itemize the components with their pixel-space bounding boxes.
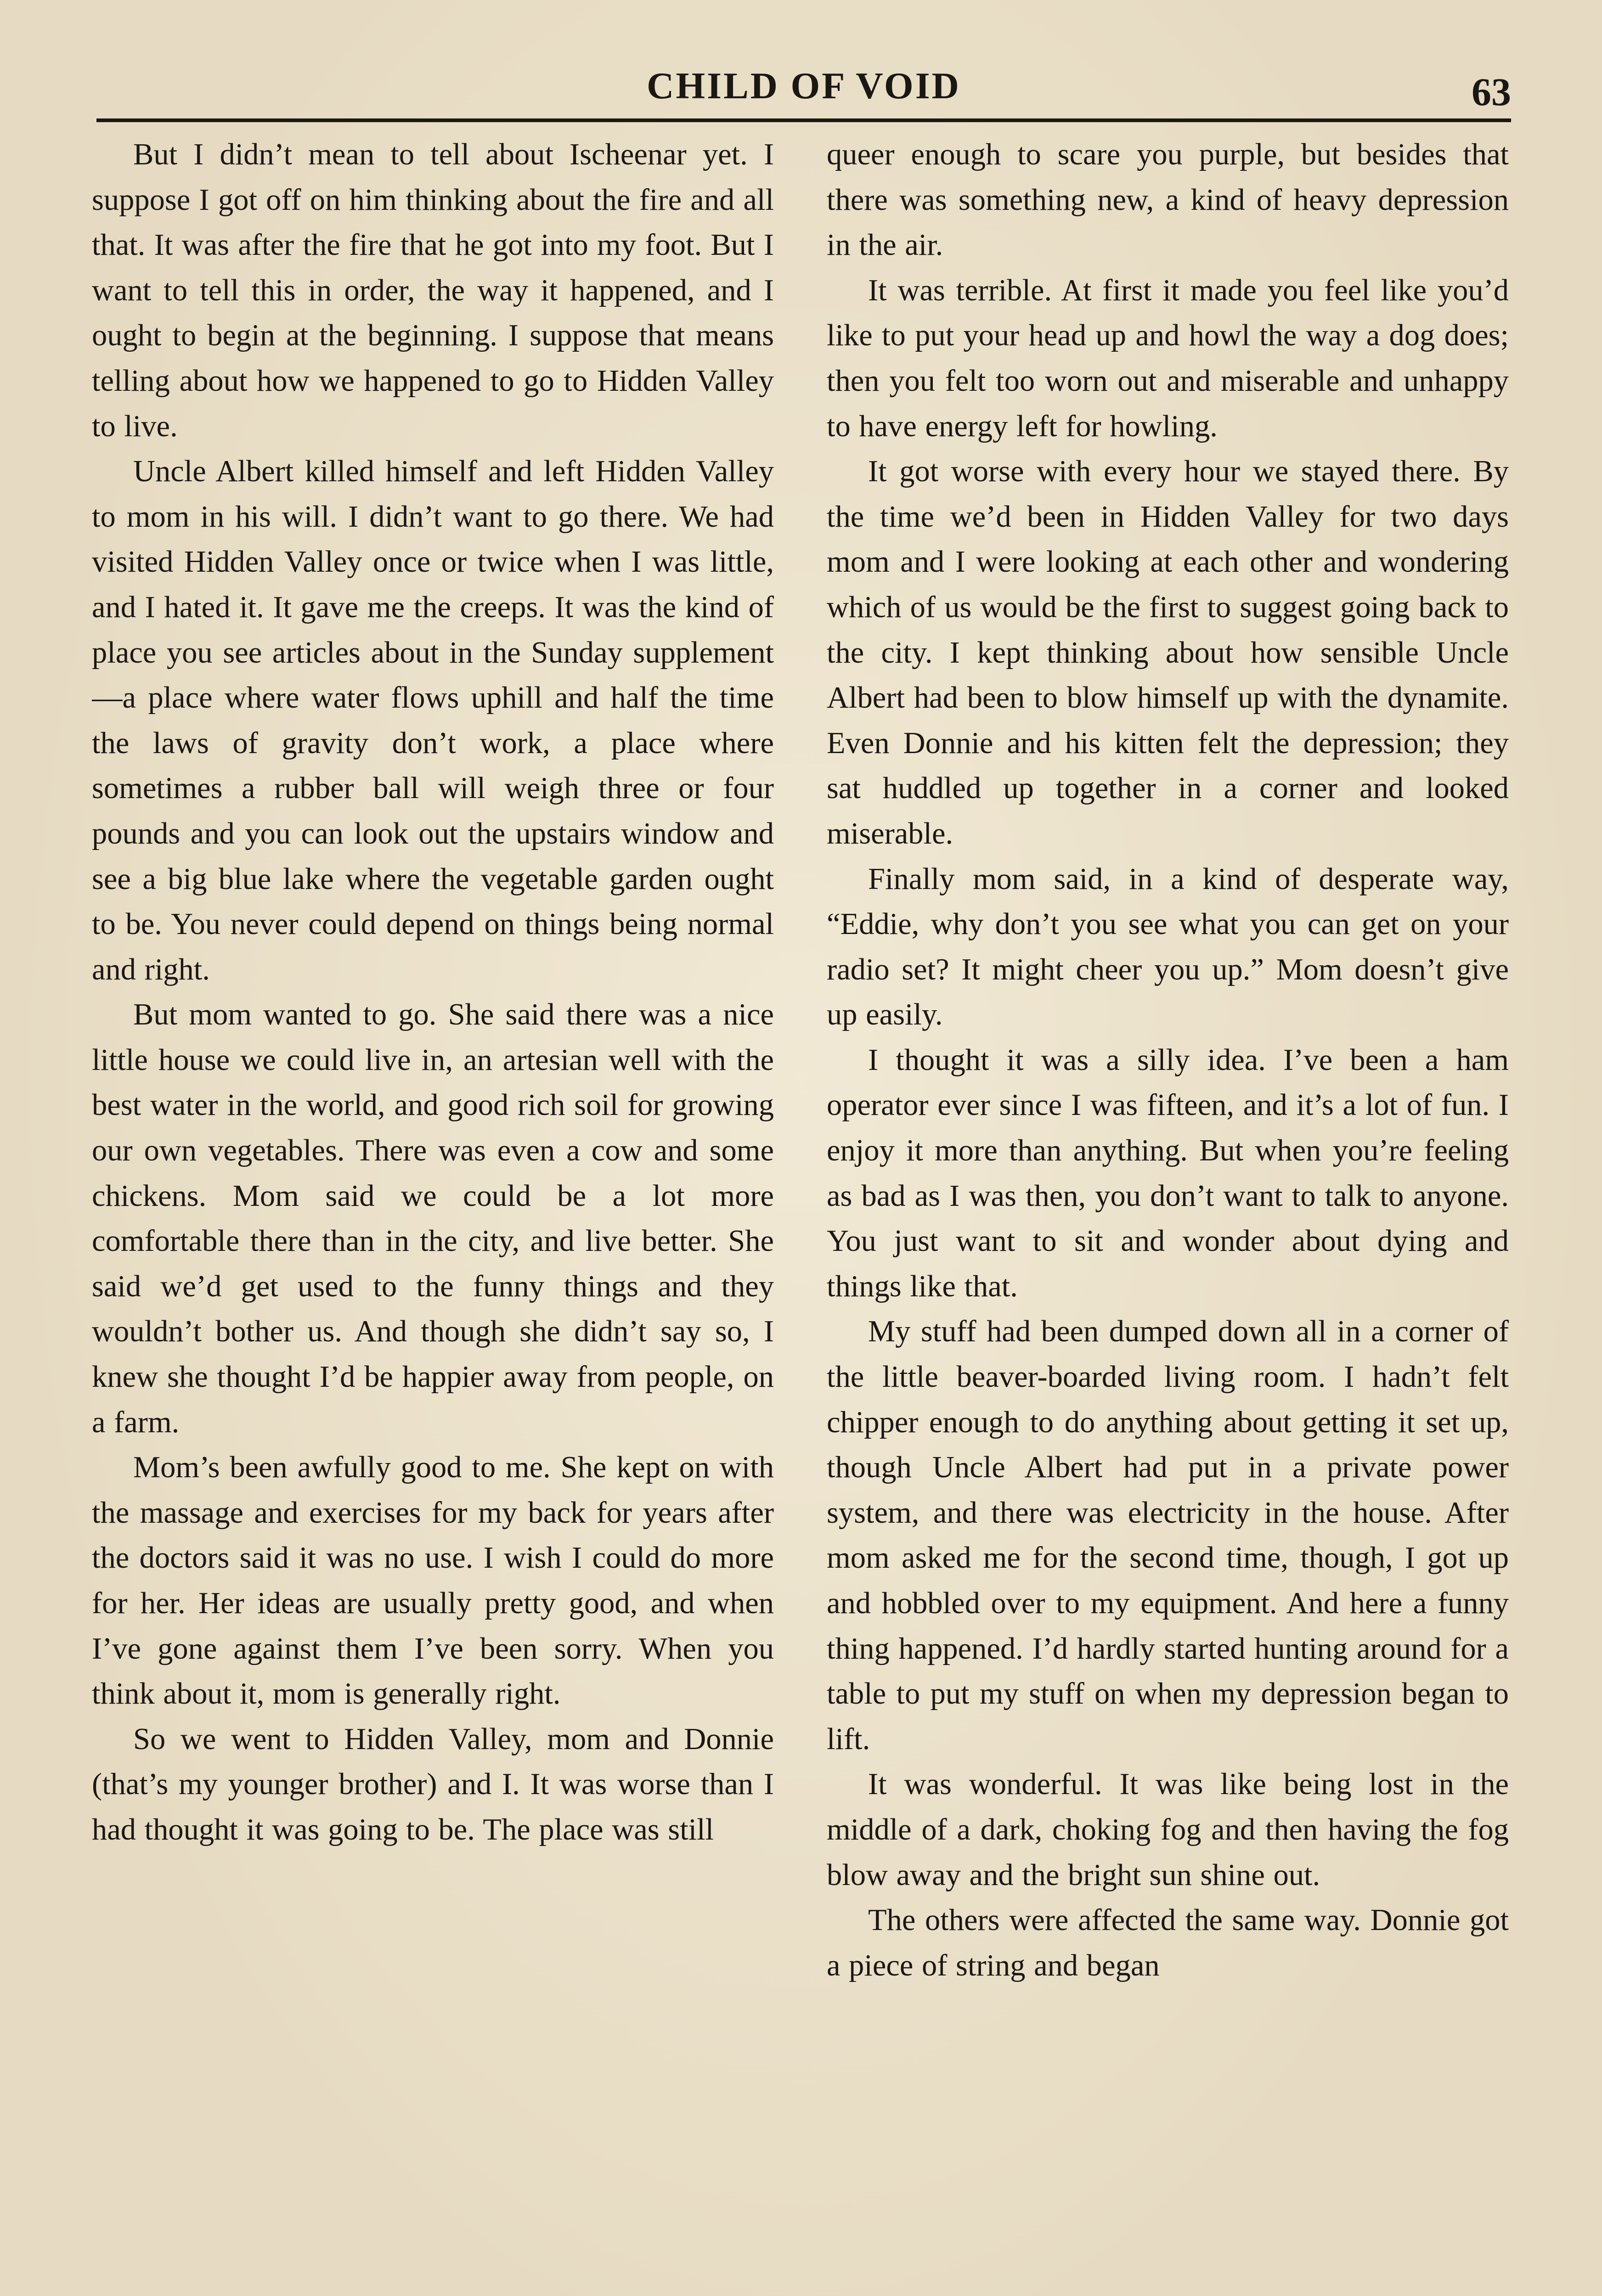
paragraph-continuation: queer enough to scare you purple, but besides that there was something new, a kind of heavy depression in the air. xyxy=(827,138,1509,262)
paragraph: So we went to Hidden Valley, mom and Donnie (that’s my younger brother) and I. It was worse than I had thought it was going to be. The place was still xyxy=(92,1722,774,1846)
paragraph: It was terrible. At first it made you feel like you’d like to put your head up and howl the way a dog does; then you felt too worn out and miserable and unhappy to have energy left for howling. xyxy=(827,273,1509,443)
page-number: 63 xyxy=(1472,70,1511,114)
paragraph: Uncle Albert killed himself and left Hidden Valley to mom in his will. I didn’t want to go there. We had visited Hidden Valley once or twice when I was little, and I hated it. It gave me the creeps. It was the kind of place you see articles about in the Sunday supplement—a place where water flows uphill and half the time the laws of gravity don’t work, a place where sometimes a rubber ball will weigh three or four pounds and you can look out the upstairs window and see a big blue lake where the vegetable garden ought to be. You never could depend on things being normal and right. xyxy=(92,455,774,986)
paragraph: But I didn’t mean to tell about Ischeenar yet. I suppose I got off on him thinking about the fire and all that. It was after the fire that he got into my foot. But I want to tell this in order, the way it happened, and I ought to begin at the beginning. I suppose that means telling about how we happened to go to Hidden Valley to live. xyxy=(92,138,774,443)
header-rule xyxy=(96,118,1511,122)
paragraph: It got worse with every hour we stayed there. By the time we’d been in Hidden Valley for two days mom and I were looking at each other and wondering which of us would be the first to suggest going back to the city. I kept thinking about how sensible Uncle Albert had been to blow himself up with the dynamite. Even Donnie and his kitten felt the depression; they sat huddled up together in a corner and looked miserable. xyxy=(827,455,1509,850)
paragraph: Mom’s been awfully good to me. She kept on with the massage and exercises for my back for years after the doctors said it was no use. I wish I could do more for her. Her ideas are usually pretty good, and when I’ve gone against them I’ve been sorry. When you think about it, mom is generally right. xyxy=(92,1451,774,1711)
paragraph: But mom wanted to go. She said there was a nice little house we could live in, an artesian well with the best water in the world, and good rich soil for growing our own vegetables. There was even a cow and some chickens. Mom said we could be a lot more comfortable there than in the city, and live better. She said we’d get used to the funny things and they wouldn’t bother us. And though she didn’t say so, I knew she thought I’d be happier away from people, on a farm. xyxy=(92,998,774,1439)
paragraph: Finally mom said, in a kind of desperate way, “Eddie, why don’t you see what you can get on your radio set? It might cheer you up.” Mom doesn’t give up easily. xyxy=(827,862,1509,1032)
paragraph: I thought it was a silly idea. I’ve been a ham operator ever since I was fifteen, and it’s a lot of fun. I enjoy it more than anything. But when you’re feeling as bad as I was then, you don’t want to talk to anyone. You just want to sit and wonder about dying and things like that. xyxy=(827,1043,1509,1303)
right-column xyxy=(827,132,1509,2296)
page-header xyxy=(96,60,1511,115)
running-title: CHILD OF VOID xyxy=(647,65,961,107)
paragraph: The others were affected the same way. Donnie got a piece of string and began xyxy=(827,1903,1509,1982)
paragraph: My stuff had been dumped down all in a corner of the little beaver-boarded living room. I hadn’t felt chipper enough to do anything about getting it set up, though Uncle Albert had put in a private power system, and there was electricity in the house. After mom asked me for the second time, though, I got up and hobbled over to my equipment. And here a funny thing happened. I’d hardly started hunting around for a table to put my stuff on when my depression began to lift. xyxy=(827,1315,1509,1756)
paragraph: It was wonderful. It was like being lost in the middle of a dark, choking fog and then having the fog blow away and the bright sun shine out. xyxy=(827,1767,1509,1892)
left-column xyxy=(92,132,774,2296)
